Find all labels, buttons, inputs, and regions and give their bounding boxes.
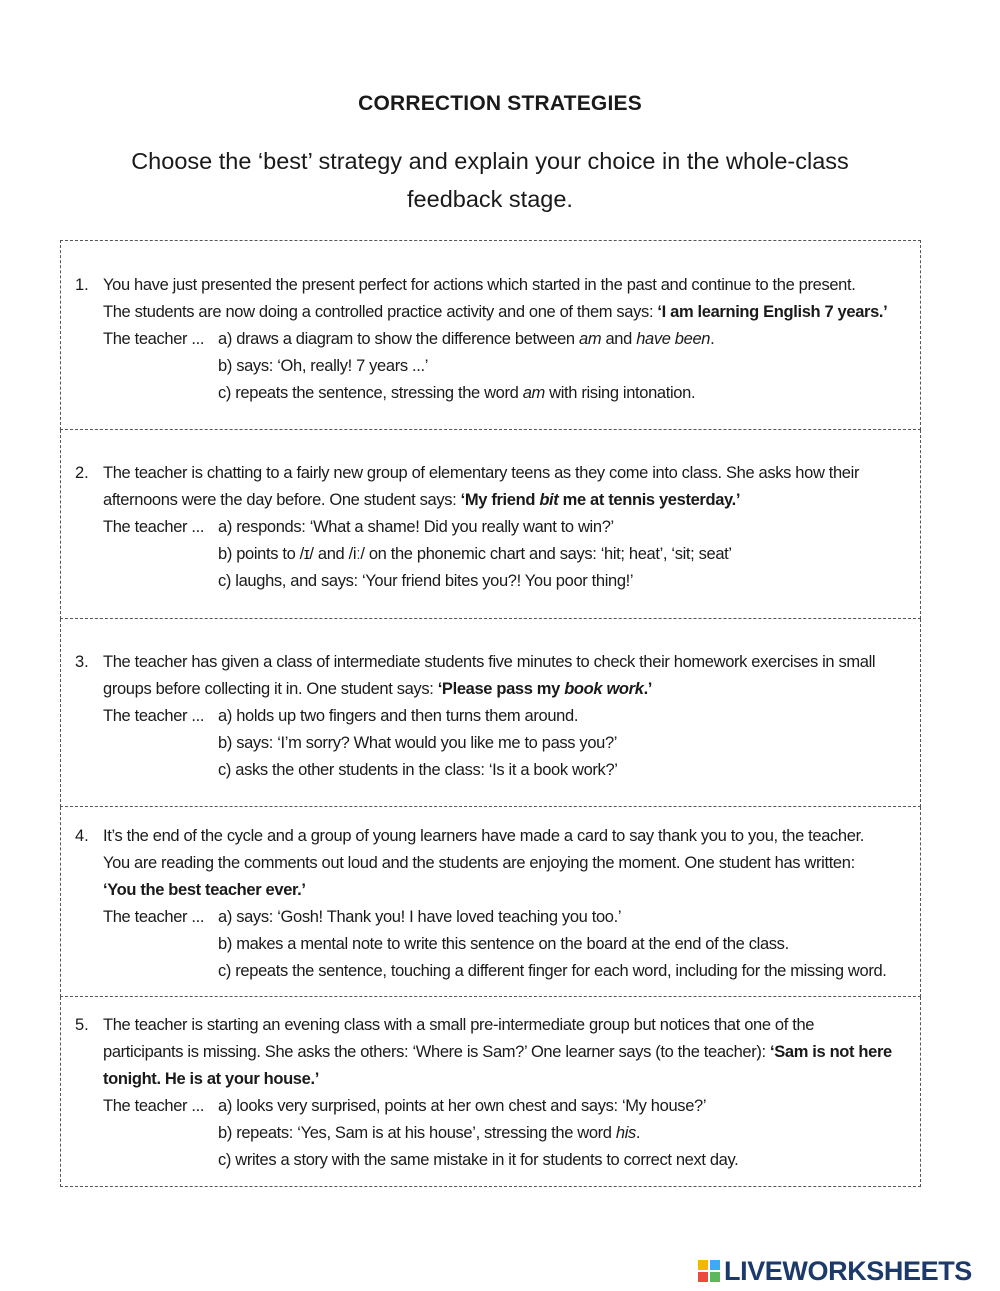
question-box-5 (60, 997, 921, 1187)
option-a: a) says: ‘Gosh! Thank you! I have loved teaching you too.’ (218, 908, 622, 926)
option-c: c) repeats the sentence, stressing the word am with rising intonation. (218, 384, 696, 402)
teacher-label: The teacher ... (103, 1097, 205, 1115)
option-b: b) says: ‘Oh, really! 7 years ...’ (218, 357, 429, 375)
question-text-line: The teacher has given a class of intermediate students five minutes to check their homework exercises in small (103, 653, 876, 671)
question-text-line: You are reading the comments out loud and the students are enjoying the moment. One student has written: (103, 854, 855, 872)
logo-block (710, 1272, 720, 1282)
question-text-line: You have just presented the present perfect for actions which started in the past and continue to the present. (103, 276, 856, 294)
question-text-line: It’s the end of the cycle and a group of young learners have made a card to say thank you to you, the teacher. (103, 827, 865, 845)
question-text-line: afternoons were the day before. One student says: ‘My friend bit me at tennis yesterday.’ (103, 491, 741, 509)
question-number: 3. (75, 653, 89, 671)
student-utterance: ‘You the best teacher ever.’ (103, 881, 306, 899)
instructions: Choose the ‘best’ strategy and explain your choice in the whole-class feedback stage. (131, 148, 849, 212)
option-c: c) repeats the sentence, touching a different finger for each word, including for the missing word. (218, 962, 887, 980)
teacher-label: The teacher ... (103, 518, 205, 536)
question-number: 1. (75, 276, 89, 294)
logo-block (698, 1260, 708, 1270)
question-text-line: The teacher is starting an evening class with a small pre-intermediate group but notices that one of the (103, 1016, 815, 1034)
teacher-label: The teacher ... (103, 908, 205, 926)
student-utterance: ‘Please pass my book work.’ (437, 680, 653, 698)
question-text-line: The teacher is chatting to a fairly new group of elementary teens as they come into class. She asks how their (103, 464, 860, 482)
question-number: 2. (75, 464, 89, 482)
question-number: 5. (75, 1016, 89, 1034)
question-number: 4. (75, 827, 89, 845)
option-b: b) makes a mental note to write this sentence on the board at the end of the class. (218, 935, 789, 953)
option-a: a) holds up two fingers and then turns them around. (218, 707, 579, 725)
question-box-4 (60, 807, 921, 997)
student-utterance: ‘Sam is not here (770, 1043, 892, 1061)
student-utterance: ‘My friend bit me at tennis yesterday.’ (460, 491, 741, 509)
option-c: c) asks the other students in the class: ‘Is it a book work?’ (218, 761, 618, 779)
option-a: a) responds: ‘What a shame! Did you really want to win?’ (218, 518, 614, 536)
option-a: a) draws a diagram to show the difference between am and have been. (218, 330, 715, 348)
question-box-1 (60, 240, 921, 430)
option-b: b) points to /ɪ/ and /iː/ on the phonemic chart and says: ‘hit; heat’, ‘sit; seat’ (218, 545, 732, 563)
logo-blocks-icon (698, 1260, 720, 1282)
page-title: CORRECTION STRATEGIES (358, 92, 642, 115)
question-text-line: participants is missing. She asks the others: ‘Where is Sam?’ One learner says (to the teacher): ‘Sam is not here (103, 1043, 892, 1061)
student-utterance-cont: tonight. He is at your house.’ (103, 1070, 319, 1088)
option-a: a) looks very surprised, points at her own chest and says: ‘My house?’ (218, 1097, 707, 1115)
question-box-2 (60, 430, 921, 619)
option-c: c) writes a story with the same mistake in it for students to correct next day. (218, 1151, 739, 1169)
logo-block (698, 1272, 708, 1282)
question-text-line: groups before collecting it in. One student says: ‘Please pass my book work.’ (103, 680, 653, 698)
teacher-label: The teacher ... (103, 330, 205, 348)
liveworksheets-logo[interactable] (698, 1256, 972, 1286)
student-utterance: ‘I am learning English 7 years.’ (657, 303, 888, 321)
option-b: b) repeats: ‘Yes, Sam is at his house’, stressing the word his. (218, 1124, 641, 1142)
option-c: c) laughs, and says: ‘Your friend bites you?! You poor thing!’ (218, 572, 634, 590)
logo-text: LIVEWORKSHEETS (724, 1255, 972, 1286)
logo-block (710, 1260, 720, 1270)
question-text-line: The students are now doing a controlled practice activity and one of them says: ‘I am learning English 7 years.’ (103, 303, 888, 321)
teacher-label: The teacher ... (103, 707, 205, 725)
question-box-3 (60, 619, 921, 807)
option-b: b) says: ‘I’m sorry? What would you like me to pass you?’ (218, 734, 618, 752)
